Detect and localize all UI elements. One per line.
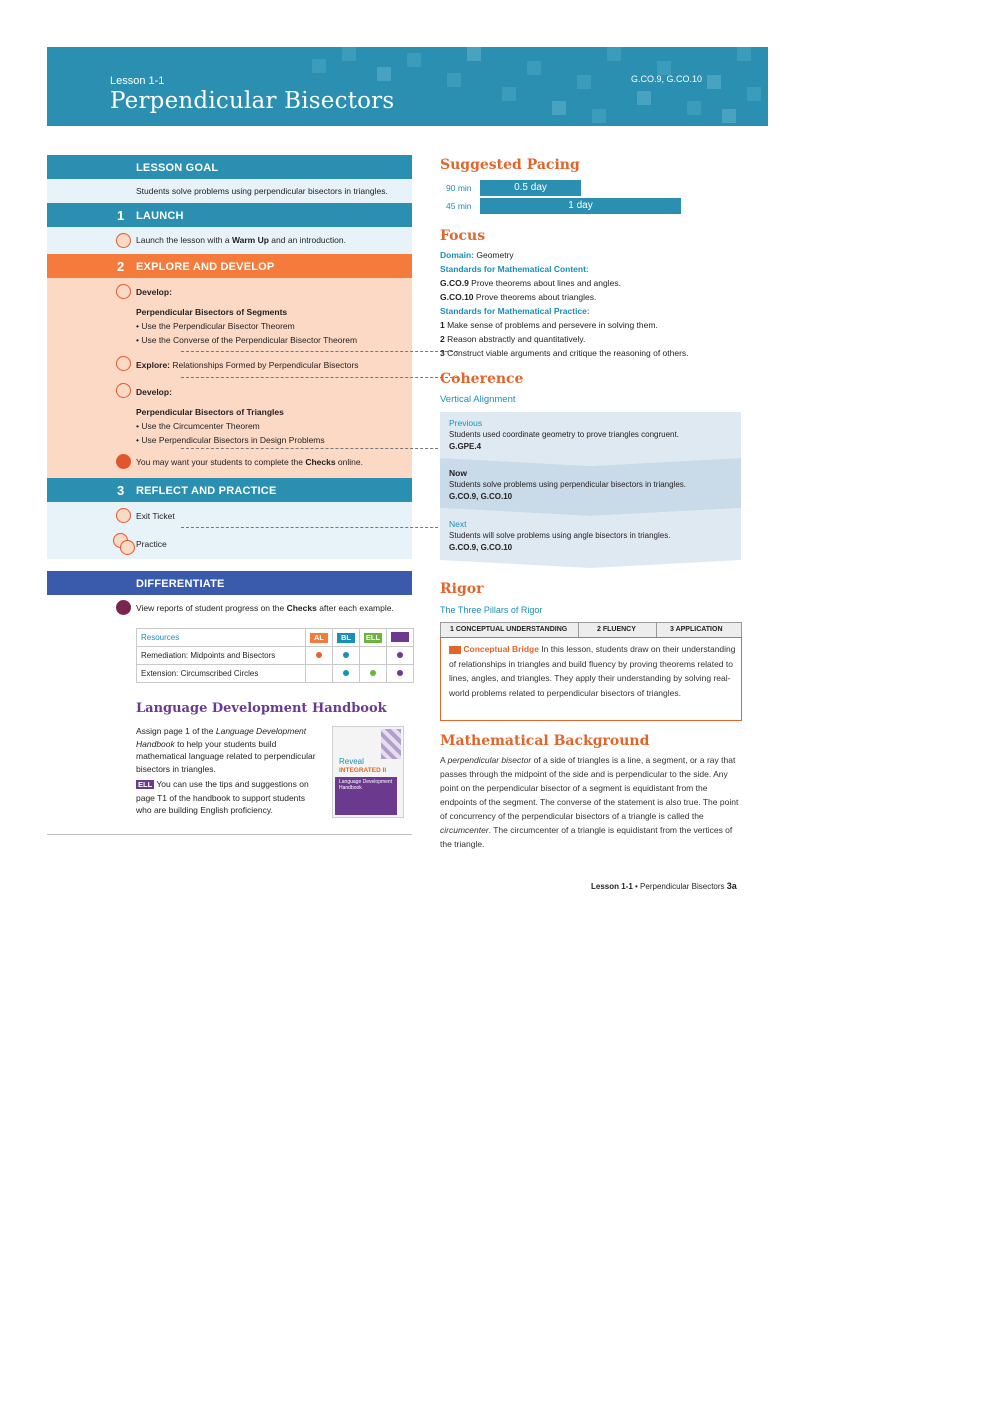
launch-panel [47,227,412,254]
segments-title: Perpendicular Bisectors of Segments [136,307,288,317]
lesson-number: Lesson 1-1 [110,75,165,87]
cover-title: INTEGRATED II [339,767,387,774]
extension-badge [391,632,409,642]
now-block: Now Students solve problems using perpendicular bisectors in triangles. G.CO.9, G.CO.10 [449,468,687,501]
differentiate-text: View reports of student progress on the Checks after each example. [136,603,394,613]
explore-activity: Explore: Relationships Formed by Perpendicular Bisectors [136,360,359,370]
report-chart-icon [116,600,131,615]
bridge-icon [449,646,461,654]
level-dot [343,652,349,658]
develop-label: Develop: [136,387,172,397]
pacing-bar-90: 0.5 day [480,180,581,196]
lesson-goal-panel [47,179,412,203]
rigor-title: Rigor [440,581,484,597]
level-dot [397,652,403,658]
resource-label: Remediation: Midpoints and Bisectors [137,647,306,665]
cover-subtitle: Language Development Handbook [339,779,393,791]
group-icon [116,356,131,371]
cover-pattern [381,729,401,759]
content-standard: G.CO.10 Prove theorems about triangles. [440,292,597,302]
level-dot [397,670,403,676]
pillar-label: 1 CONCEPTUAL UNDERSTANDING [450,626,568,633]
exit-ticket: Exit Ticket [136,511,175,521]
practice-standards-heading: Standards for Mathematical Practice: [440,306,590,316]
next-block: Next Students will solve problems using angle bisectors in triangles. G.CO.9, G.CO.10 [449,519,671,552]
person-pair-icon [120,540,135,555]
practice-standard: 2 Reason abstractly and quantitatively. [440,334,586,344]
explore-bar [47,254,412,278]
pillar-label: 3 APPLICATION [670,626,723,633]
develop-label: Develop: [136,287,172,297]
list-item: • Use the Circumcenter Theorem [136,421,260,431]
launch-number: 1 [117,208,125,223]
pacing-label-90: 90 min [446,183,472,193]
explore-panel [47,278,412,478]
lesson-header-banner [47,47,768,126]
level-dot [343,670,349,676]
pacing-label-45: 45 min [446,201,472,211]
background-title: Mathematical Background [440,733,650,749]
checks-text: You may want your students to complete the Checks online. [136,457,363,467]
pillar-label: 2 FLUENCY [597,626,636,633]
lesson-goal-heading: LESSON GOAL [136,162,219,174]
content-standard: G.CO.9 Prove theorems about lines and angles. [440,278,621,288]
page-number: 3a [726,881,737,891]
practice-standard: 1 Make sense of problems and persevere in solving them. [440,320,658,330]
coherence-title: Coherence [440,371,524,387]
differentiate-heading: DIFFERENTIATE [136,578,225,590]
resource-label: Extension: Circumscribed Circles [137,665,306,683]
table-row [137,629,414,647]
divider [656,623,657,637]
level-dot [370,670,376,676]
previous-block: Previous Students used coordinate geometry to prove triangles congruent. G.GPE.4 [449,418,679,451]
reflect-bar [47,478,412,502]
pacing-bar-45: 1 day [480,198,681,214]
launch-text: Launch the lesson with a Warm Up and an introduction. [136,235,346,245]
pillars-header [440,622,742,638]
table-row [137,665,414,683]
group-icon [116,383,131,398]
focus-title: Focus [440,228,486,244]
resources-header: Resources [137,629,306,647]
launch-bar [47,203,412,227]
reflect-heading: REFLECT AND PRACTICE [136,485,277,497]
practice-standard: 3 Construct viable arguments and critique the reasoning of others. [440,348,689,358]
page-footer: Lesson 1-1 • Perpendicular Bisectors 3a [591,881,737,891]
bl-badge: BL [337,633,355,643]
conceptual-bridge-box: Conceptual Bridge In this lesson, students draw on their understanding of relationships in triangles and build fluency by proving theorems related to lines, angles, and triangles. They apply their understanding by solving real-world problems related to perpendicular bisectors of triangles. [440,637,742,721]
launch-heading: LAUNCH [136,210,184,222]
practice-item: Practice [136,539,167,549]
handbook-cover [332,726,404,818]
reflect-panel [47,502,412,559]
page-title: Perpendicular Bisectors [110,88,395,114]
handbook-paragraph: Assign page 1 of the Language Development Handbook to help your students build mathematical language related to perpendicular bisectors in triangles. [136,726,316,774]
cover-brand: Reveal [339,757,364,766]
divider [578,623,579,637]
divider [181,377,458,378]
ell-badge: ELL [138,780,153,789]
rigor-subtitle: The Three Pillars of Rigor [440,605,543,615]
background-paragraph: A perpendicular bisector of a side of triangles is a line, a segment, or a ray that passes through the midpoint of the side and is perpendicular to the side. Any point on the perpendicular bisector of a segment is equidistant from the endpoints of the segment. The converse of the statement is also true. The point of concurrency of the perpendicular bisectors of a triangle is called the circumcenter. The circumcenter of a triangle is equidistant from the vertices of the triangle. [440,755,739,849]
cover-band [335,777,397,815]
section-divider [47,834,412,835]
lesson-goal-bar [47,155,412,179]
ell-badge: ELL [365,632,381,642]
list-item: • Use the Perpendicular Bisector Theorem [136,321,295,331]
content-standards-heading: Standards for Mathematical Content: [440,264,589,274]
focus-domain: Domain: Geometry [440,250,514,260]
divider [181,527,458,528]
divider [181,448,458,449]
level-dot [316,652,322,658]
lesson-goal-text: Students solve problems using perpendicular bisectors in triangles. [136,186,388,196]
table-row [137,647,414,665]
group-icon [116,284,131,299]
person-icon [116,454,131,469]
explore-heading: EXPLORE AND DEVELOP [136,261,275,273]
al-badge: AL [310,633,328,643]
list-item: • Use Perpendicular Bisectors in Design Problems [136,435,325,445]
handbook-ell-paragraph: ELL You can use the tips and suggestions on page T1 of the handbook to support students who are building English proficiency. [136,779,309,815]
divider [181,351,458,352]
pacing-title: Suggested Pacing [440,157,580,173]
group-icon [116,508,131,523]
resources-table [136,628,414,683]
explore-number: 2 [117,259,125,274]
group-icon [116,233,131,248]
handbook-title: Language Development Handbook [136,701,387,716]
standards-tag: G.CO.9, G.CO.10 [631,74,703,84]
list-item: • Use the Converse of the Perpendicular Bisector Theorem [136,335,358,345]
differentiate-bar [47,571,412,595]
reflect-number: 3 [117,483,125,498]
triangles-title: Perpendicular Bisectors of Triangles [136,407,284,417]
coherence-subtitle: Vertical Alignment [440,394,516,405]
